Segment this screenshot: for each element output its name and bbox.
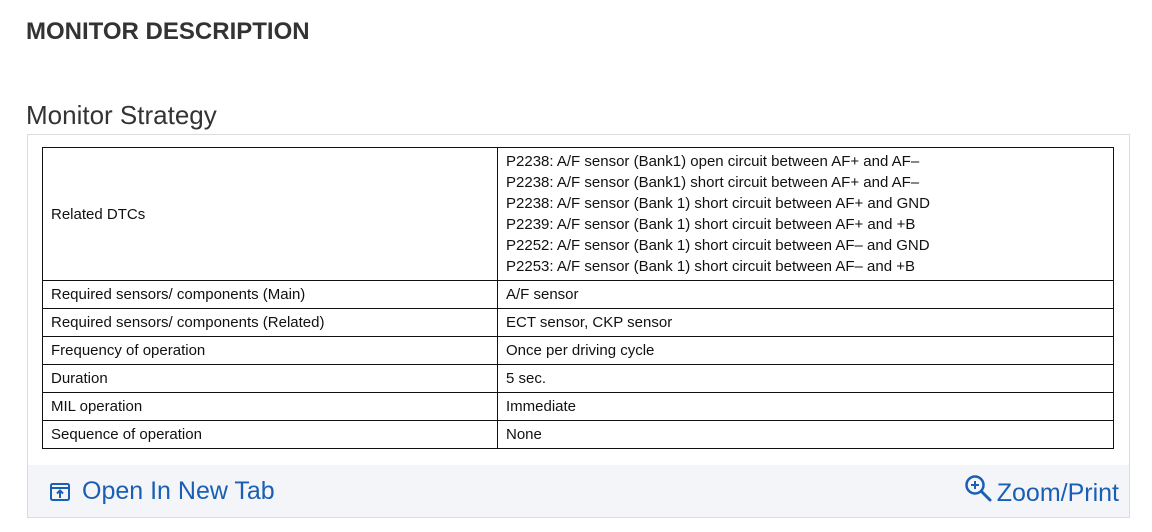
dtc-line: P2252: A/F sensor (Bank 1) short circuit between AF– and GND xyxy=(506,237,930,254)
open-in-new-tab-link[interactable] xyxy=(50,477,275,506)
table-row xyxy=(43,309,1114,337)
table-row xyxy=(43,337,1114,365)
row-label: MIL operation xyxy=(43,393,498,421)
row-value: None xyxy=(498,421,1114,449)
dtc-line: P2238: A/F sensor (Bank1) short circuit between AF+ and AF– xyxy=(506,174,920,191)
table-row xyxy=(43,421,1114,449)
table-row xyxy=(43,281,1114,309)
zoom-print-label: Zoom/Print xyxy=(996,479,1119,507)
row-value: Immediate xyxy=(498,393,1114,421)
zoom-in-icon xyxy=(963,473,993,503)
dtc-line: P2238: A/F sensor (Bank 1) short circuit between AF+ and GND xyxy=(506,195,930,212)
row-label: Sequence of operation xyxy=(43,421,498,449)
row-value: 5 sec. xyxy=(498,365,1114,393)
row-label: Frequency of operation xyxy=(43,337,498,365)
related-dtcs-label: Related DTCs xyxy=(43,148,498,281)
row-label: Required sensors/ components (Related) xyxy=(43,309,498,337)
monitor-strategy-table xyxy=(42,147,1114,449)
row-value: A/F sensor xyxy=(498,281,1114,309)
open-in-new-tab-label: Open In New Tab xyxy=(82,477,275,505)
zoom-print-link[interactable] xyxy=(963,473,1119,508)
related-dtcs-value xyxy=(498,148,1114,281)
figure-frame xyxy=(27,134,1130,518)
monitor-strategy-table-figure xyxy=(28,135,1129,465)
figure-footer xyxy=(28,465,1129,517)
row-value: Once per driving cycle xyxy=(498,337,1114,365)
table-row xyxy=(43,393,1114,421)
row-value: ECT sensor, CKP sensor xyxy=(498,309,1114,337)
open-in-new-tab-icon xyxy=(50,483,70,501)
row-label: Duration xyxy=(43,365,498,393)
row-label: Required sensors/ components (Main) xyxy=(43,281,498,309)
table-row xyxy=(43,148,1114,281)
section-title: Monitor Strategy xyxy=(26,100,217,130)
page-title: MONITOR DESCRIPTION xyxy=(26,18,310,45)
dtc-line: P2239: A/F sensor (Bank 1) short circuit between AF+ and +B xyxy=(506,216,916,233)
dtc-line: P2238: A/F sensor (Bank1) open circuit between AF+ and AF– xyxy=(506,153,920,170)
table-row xyxy=(43,365,1114,393)
dtc-line: P2253: A/F sensor (Bank 1) short circuit between AF– and +B xyxy=(506,258,915,275)
